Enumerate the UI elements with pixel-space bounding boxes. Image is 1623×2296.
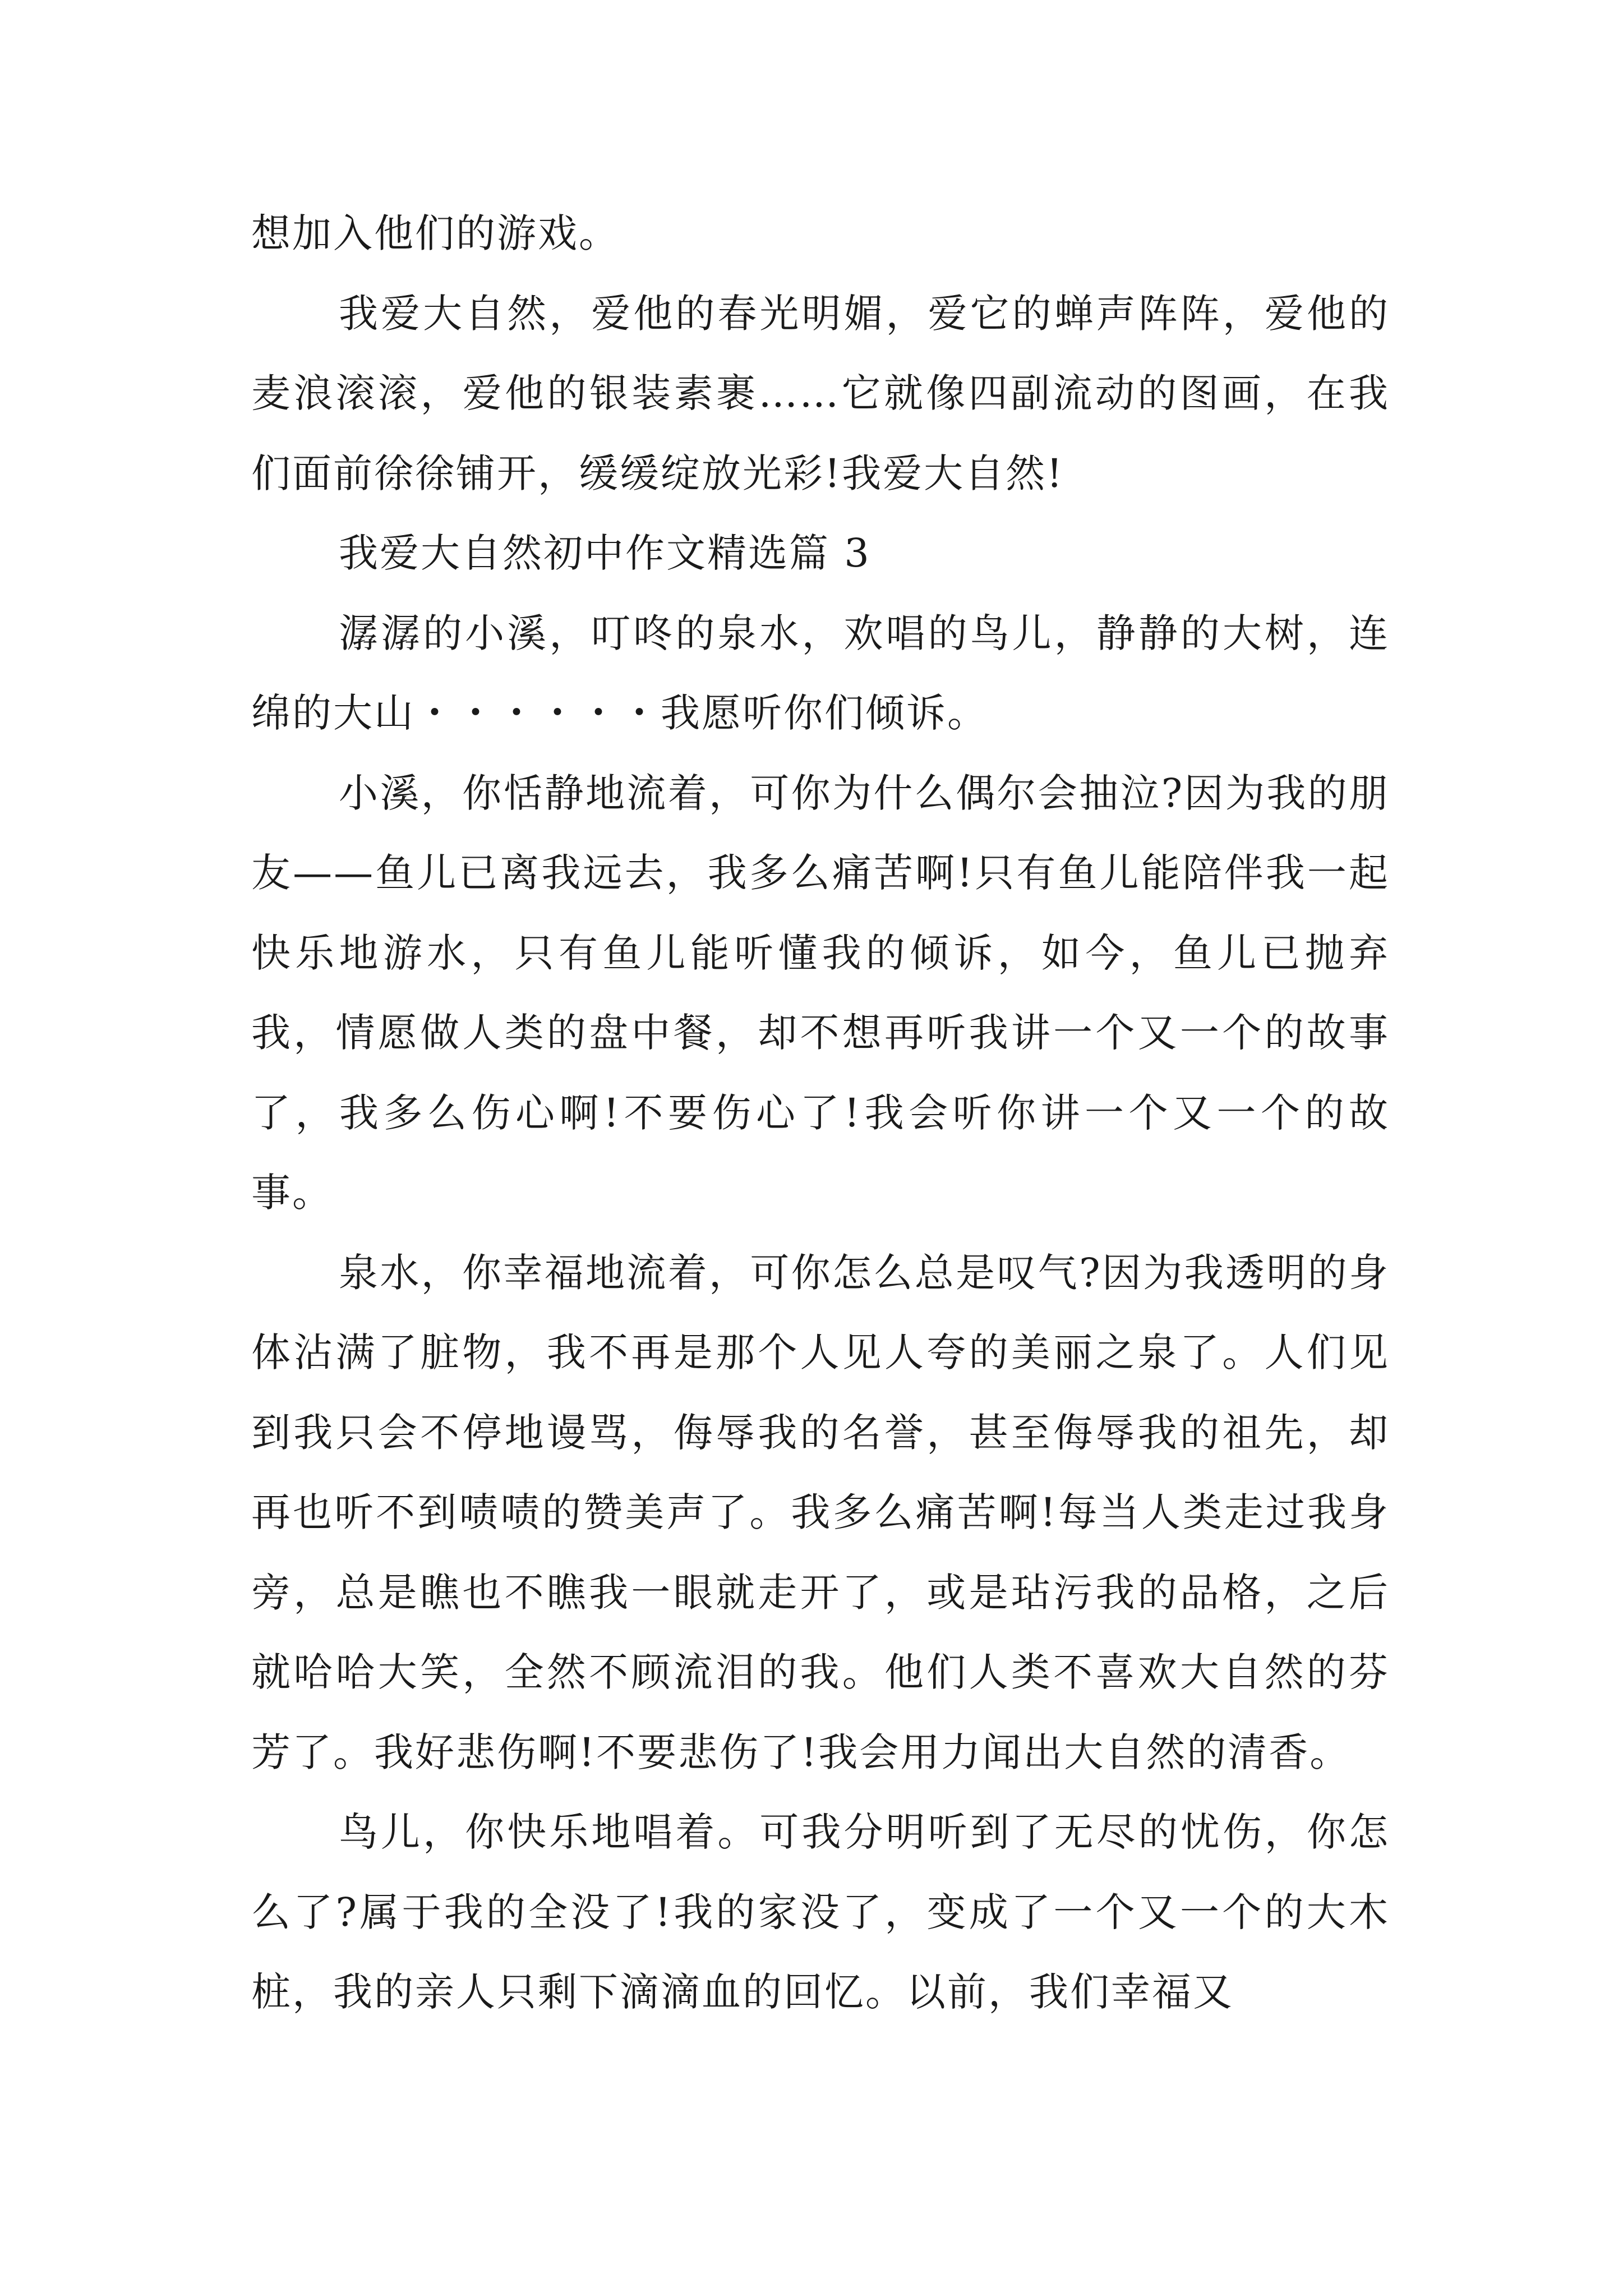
paragraph-continuation: 想加入他们的游戏。 [251, 210, 620, 256]
paragraph-spring: 泉水，你幸福地流着，可你怎么总是叹气?因为我透明的身体沾满了脏物，我不再是那个人见人夸的美丽之泉了。人们见到我只会不停地谩骂，侮辱我的名誉，甚至侮辱我的祖先，却再也听不到啧啧的赞美声了。我多么痛苦啊!每当人类走过我身旁，总是瞧也不瞧我一眼就走开了，或是玷污我的品格，之后就哈哈大笑，全然不顾流泪的我。他们人类不喜欢大自然的芬芳了。我好悲伤啊!不要悲伤了!我会用力闻出大自然的清香。 [251, 1249, 1390, 1775]
section-heading: 我爱大自然初中作文精选篇 3 [339, 530, 871, 576]
paragraph-bird: 鸟儿，你快乐地唱着。可我分明听到了无尽的忧伤，你怎么了?属于我的全没了!我的家没了，变成了一个又一个的大木桩，我的亲人只剩下滴滴血的回忆。以前，我们幸福又 [251, 1809, 1390, 2015]
paragraph-stream: 小溪，你恬静地流着，可你为什么偶尔会抽泣?因为我的朋友——鱼儿已离我远去，我多么痛苦啊!只有鱼儿能陪伴我一起快乐地游水，只有鱼儿能听懂我的倾诉，如今，鱼儿已抛弃我，情愿做人类的盘中餐，却不想再听我讲一个又一个的故事了，我多么伤心啊!不要伤心了!我会听你讲一个又一个的故事。 [251, 770, 1390, 1216]
paragraph-love-nature: 我爱大自然，爱他的春光明媚，爱它的蝉声阵阵，爱他的麦浪滚滚，爱他的银装素裹……它就像四副流动的图画，在我们面前徐徐铺开，缓缓绽放光彩!我爱大自然! [251, 290, 1390, 496]
document-body [251, 194, 1390, 2032]
paragraph-intro: 潺潺的小溪，叮咚的泉水，欢唱的鸟儿，静静的大树，连绵的大山・・・・・・我愿听你们倾诉。 [251, 610, 1390, 736]
